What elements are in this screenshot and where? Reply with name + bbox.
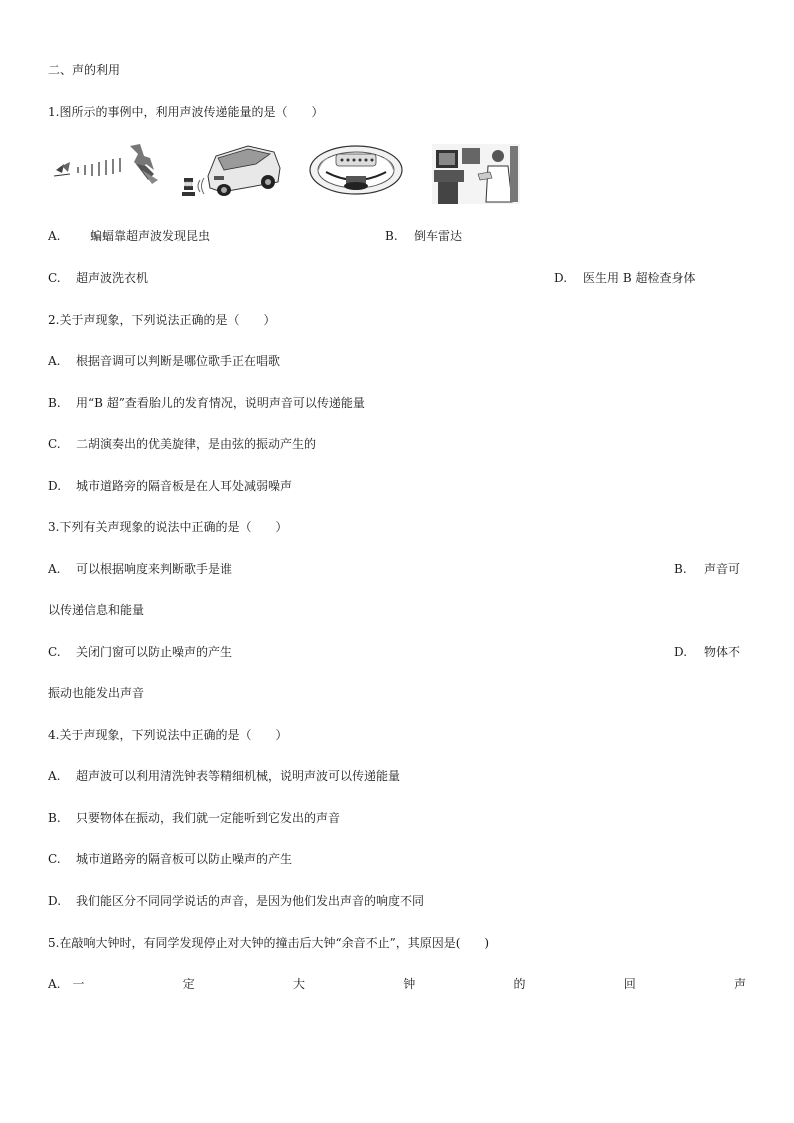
- q5-option-a-char: 钟: [403, 977, 416, 991]
- q4-option-b-text: 只要物体在振动，我们就一定能听到它发出的声音: [76, 811, 341, 825]
- q3-option-b-text: 声音可: [704, 562, 741, 576]
- q5-option-a-char: 声: [733, 977, 746, 991]
- q2-option-b-label: B.: [48, 396, 61, 410]
- bat-insect-image: [50, 140, 160, 190]
- q4-option-a-label: A.: [48, 769, 61, 783]
- q5-option-a-char: A. 一: [48, 977, 85, 991]
- q3-option-c-label: C.: [48, 645, 61, 659]
- ultrasonic-washer-image: [306, 142, 406, 196]
- q2-option-b-text: 用“B 超”查看胎儿的发育情况，说明声音可以传递能量: [76, 396, 365, 410]
- q5-option-a-char: 大: [292, 977, 305, 991]
- q4-option-c-text: 城市道路旁的隔音板可以防止噪声的产生: [76, 852, 293, 866]
- q1-option-b-label: B.: [385, 229, 398, 243]
- q4-option-c-label: C.: [48, 852, 61, 866]
- q3-option-c-text: 关闭门窗可以防止噪声的产生: [76, 645, 233, 659]
- q1-option-d-label: D.: [554, 271, 568, 285]
- q4-option-d-label: D.: [48, 894, 62, 908]
- q1-option-a-text: 蝙蝠靠超声波发现昆虫: [90, 229, 211, 243]
- q5-option-a-line: [48, 976, 746, 992]
- q2-option-d-text: 城市道路旁的隔音板是在人耳处减弱噪声: [76, 479, 293, 493]
- q4-option-a-text: 超声波可以利用清洗钟表等精细机械，说明声波可以传递能量: [76, 769, 401, 783]
- q2-stem: 2.关于声现象，下列说法正确的是（ ）: [48, 313, 276, 327]
- q4-option-d-text: 我们能区分不同同学说话的声音，是因为他们发出声音的响度不同: [76, 894, 425, 908]
- q3-option-d-text: 物体不: [704, 645, 741, 659]
- q1-option-d-text: 医生用 B 超检查身体: [583, 271, 696, 285]
- q3-option-b-label: B.: [674, 562, 687, 576]
- q5-option-a-char: 定: [182, 977, 195, 991]
- q5-option-a-char: 的: [513, 977, 526, 991]
- q5-stem: 5.在敲响大钟时，有同学发现停止对大钟的撞击后大钟“余音不止”，其原因是( ): [48, 936, 490, 950]
- q2-option-c-label: C.: [48, 437, 61, 451]
- b-ultrasound-doctor-image: [432, 144, 520, 204]
- q1-option-b-text: 倒车雷达: [414, 229, 463, 243]
- reverse-radar-car-image: [178, 138, 284, 200]
- q2-option-a-label: A.: [48, 354, 61, 368]
- q4-option-b-label: B.: [48, 811, 61, 825]
- q3-stem: 3.下列有关声现象的说法中正确的是（ ）: [48, 520, 288, 534]
- q3-option-d-continuation: 振动也能发出声音: [48, 686, 145, 700]
- q1-stem: 1.图所示的事例中，利用声波传递能量的是（ ）: [48, 105, 324, 119]
- q2-option-c-text: 二胡演奏出的优美旋律，是由弦的振动产生的: [76, 437, 317, 451]
- q3-option-a-label: A.: [48, 562, 61, 576]
- q3-option-d-label: D.: [674, 645, 688, 659]
- q1-option-c-text: 超声波洗衣机: [76, 271, 149, 285]
- q3-option-a-text: 可以根据响度来判断歌手是谁: [76, 562, 233, 576]
- q5-option-a-char: 回: [623, 977, 636, 991]
- section-title: 二、声的利用: [48, 63, 121, 77]
- q1-option-c-label: C.: [48, 271, 61, 285]
- q2-option-a-text: 根据音调可以判断是哪位歌手正在唱歌: [76, 354, 281, 368]
- q4-stem: 4.关于声现象，下列说法中正确的是（ ）: [48, 728, 288, 742]
- q1-option-a-label: A.: [48, 229, 61, 243]
- q3-option-b-continuation: 以传递信息和能量: [48, 603, 145, 617]
- q2-option-d-label: D.: [48, 479, 62, 493]
